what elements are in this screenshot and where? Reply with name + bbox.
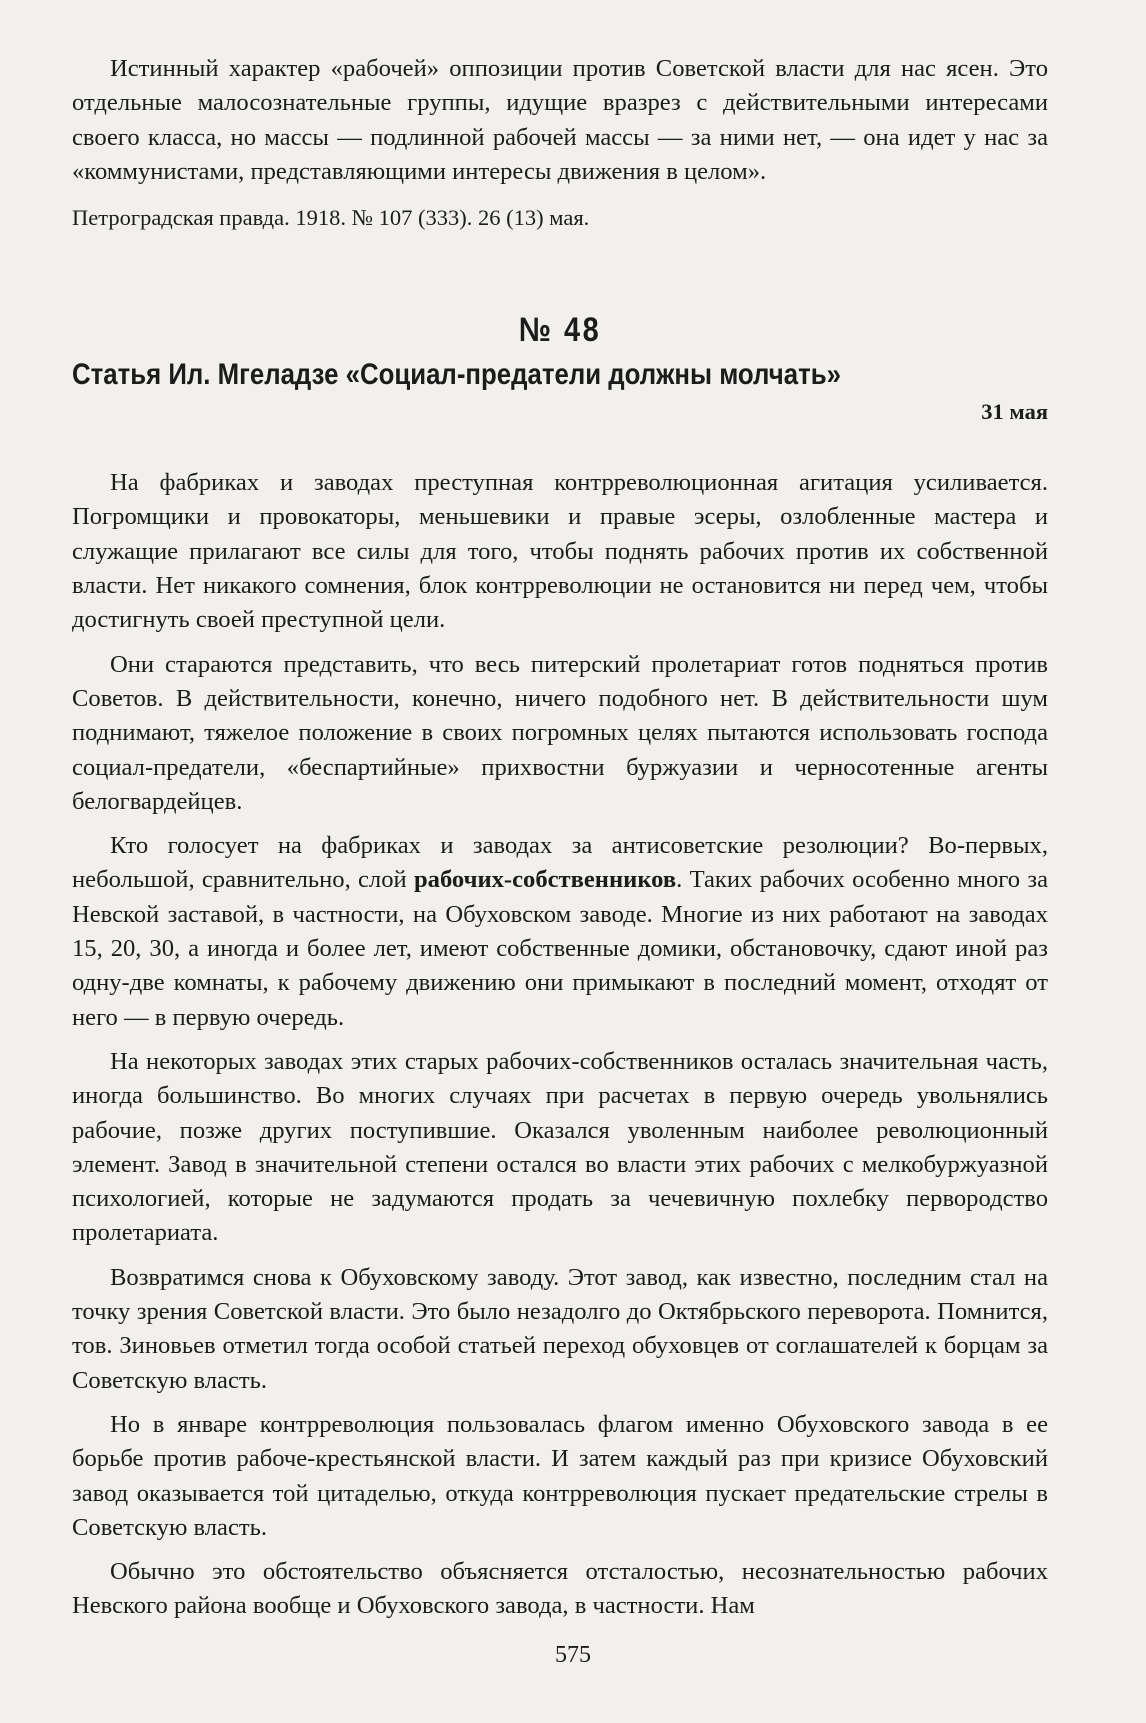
document-title: Статья Ил. Мгеладзе «Социал-предатели должны молчать» <box>72 358 841 392</box>
body-paragraph-6: Но в январе контрреволюция пользовалась флагом именно Обуховского завода в ее борьбе против рабоче-крестьянской власти. И затем каждый раз при кризисе Обуховский завод оказывается той цитаделью, откуда контрреволюция пускает предательские стрелы в Советскую власть. <box>72 1410 1048 1541</box>
intro-paragraph: Истинный характер «рабочей» оппозиции против Советской власти для нас ясен. Это отдельные малосознательные группы, идущие вразрез с действительными интересами своего класса, но массы — подлинной рабочей массы — за ними нет, — она идет у нас за «коммунистами, представляющими интересы движения в целом». <box>72 55 1048 185</box>
document-date: 31 мая <box>981 399 1048 425</box>
body-paragraph-2: Они стараются представить, что весь питерский пролетариат готов подняться против Советов. В действительности, конечно, ничего подобного нет. В действительности шум поднимают, тяжелое положение в своих погромных целях пытаются использовать господа социал-предатели, «беспартийные» прихвостни буржуазии и черносотенные агенты белогвардейцев. <box>72 650 1048 815</box>
intro-source-citation: Петроградская правда. 1918. № 107 (333). 26 (13) мая. <box>72 205 590 231</box>
page-number: 575 <box>555 1642 591 1668</box>
paragraph-3-text-after: . Таких рабочих особенно много за Невской заставой, в частности, на Обуховском заводе. Многие из них работают на заводах 15, 20, 30, а иногда и более лет, имеют собственные домики, обстановочку, сдают иной раз одну-две комнаты, к рабочему движению они примыкают в последний момент, отходят от него — в первую очередь. <box>72 866 1049 1031</box>
body-paragraph-5: Возвратимся снова к Обуховскому заводу. Этот завод, как известно, последним стал на точку зрения Советской власти. Это было незадолго до Октябрьского переворота. Помнится, тов. Зиновьев отметил тогда особой статьей переход обуховцев от соглашателей к борцам за Советскую власть. <box>72 1263 1048 1394</box>
body-paragraph-7: Обычно это обстоятельство объясняется отсталостью, несознательностью рабочих Невского района вообще и Обуховского завода, в частности. Нам <box>72 1558 1048 1620</box>
document-number: № 48 <box>518 311 602 350</box>
paragraph-3-text-before: Кто голосует на фабриках и заводах за антисоветские резолюции? Во-первых, небольшой, сравнительно, слой <box>72 832 1048 894</box>
body-paragraph-3 <box>72 829 1048 1035</box>
body-paragraph-1: На фабриках и заводах преступная контрреволюционная агитация усиливается. Погромщики и провокаторы, меньшевики и правые эсеры, озлобленные мастера и служащие прилагают все силы для того, чтобы поднять рабочих против их собственной власти. Нет никакого сомнения, блок контрреволюции не остановится ни перед чем, чтобы достигнуть своей преступной цели. <box>72 469 1048 634</box>
paragraph-3-bold-term: рабочих-собственников <box>413 866 677 894</box>
body-paragraph-4: На некоторых заводах этих старых рабочих-собственников осталась значительная часть, иногда большинство. Во многих случаях при расчетах в первую очередь увольнялись рабочие, позже других поступившие. Оказался уволенным наиболее революционный элемент. Завод в значительной степени остался во власти этих рабочих с мелкобуржуазной психологией, которые не задумаются продать за чечевичную похлебку первородство пролетариата. <box>72 1047 1048 1247</box>
page-content <box>72 52 1048 1624</box>
